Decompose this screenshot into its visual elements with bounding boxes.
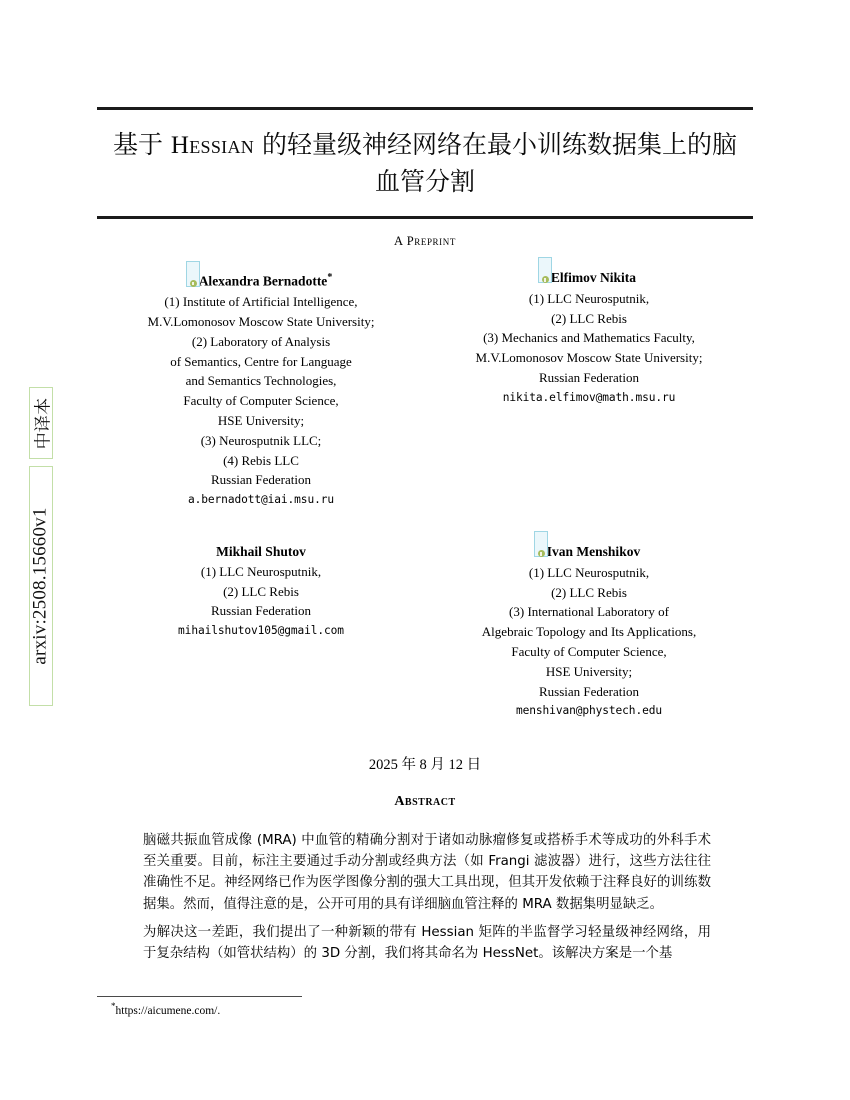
affiliation-line: Faculty of Computer Science,	[511, 644, 667, 660]
author-row	[97, 268, 753, 510]
footnote	[111, 1001, 511, 1017]
affiliation-line: Russian Federation	[210, 603, 311, 619]
author-name-line	[97, 268, 425, 292]
affiliation-line: (3) International Laboratory of	[509, 604, 669, 620]
abstract-paragraph: 脑磁共振血管成像 (MRA) 中血管的精确分割对于诸如动脉瘤修复或搭桥手术等成功的外科手术至关重要。目前，标注主要通过手动分割或经典方法（如 Frangi 滤波器）进行，这些方法往往准确性不足。神经网络已作为医学图像分割的强大工具出现，但其开发依赖于注释良好的训练数据集。然而，值得注意的是，公开可用的具有详细脑血管注释的 MRA 数据集明显缺乏。	[143, 833, 711, 912]
affiliation-line: (4) Rebis LLC	[223, 452, 299, 468]
footnote-marker: *	[111, 1001, 116, 1011]
author-footnote-marker[interactable]: *	[327, 272, 333, 283]
affiliation-line: Russian Federation	[538, 683, 639, 699]
author-name-line	[425, 542, 753, 563]
author-name	[216, 542, 306, 562]
affiliation-line: (3) Mechanics and Mathematics Faculty,	[483, 330, 695, 346]
author-name	[538, 542, 640, 563]
author-name-text: Ivan Menshikov	[546, 544, 641, 560]
title-prefix: 基于	[112, 130, 171, 159]
author-email[interactable]: mihailshutov105@gmail.com	[178, 624, 344, 638]
abstract-paragraph: 为解决这一差距，我们提出了一种新颖的带有 Hessian 矩阵的半监督学习轻量级神经网络，用于复杂结构（如管状结构）的 3D 分割，我们将其命名为 HessNet。该解决方案是一个基	[143, 924, 711, 962]
author-block-0	[97, 268, 425, 510]
footnote-separator	[97, 996, 302, 997]
affiliation-line: (1) Institute of Artificial Intelligence,	[164, 294, 358, 310]
author-name-line	[425, 268, 753, 289]
author-block-2	[97, 542, 425, 721]
author-name-text: Alexandra Bernadotte	[198, 273, 328, 289]
translated-version-label: 中译本	[33, 397, 54, 449]
affiliation-line: and Semantics Technologies,	[185, 373, 337, 389]
affiliation-line: of Semantics, Centre for Language	[170, 353, 352, 369]
author-name-text: Elfimov Nikita	[550, 270, 637, 285]
affiliation-line: (3) Neurosputnik LLC;	[200, 432, 322, 448]
affiliation-line: Russian Federation	[210, 472, 311, 488]
author-block-1	[425, 268, 753, 510]
affiliation-line: (2) LLC Rebis	[223, 583, 299, 599]
author-name-text: Mikhail Shutov	[216, 544, 306, 560]
orcid-icon-wrap[interactable]	[190, 273, 199, 293]
affiliation-line: Algebraic Topology and Its Applications,	[481, 624, 697, 640]
footnote-text[interactable]: https://aicumene.com/.	[115, 1004, 221, 1017]
title-suffix: 的轻量级神经网络在最小训练数据集上的脑血管分割	[254, 130, 738, 196]
orcid-icon[interactable]	[190, 280, 197, 287]
author-row	[97, 542, 753, 721]
preprint-label: A Preprint	[394, 234, 456, 248]
title-smallcaps: Hessian	[170, 132, 255, 159]
affiliation-line: HSE University;	[545, 663, 633, 679]
affiliation-line: M.V.Lomonosov Moscow State University;	[475, 350, 703, 366]
orcid-icon-wrap[interactable]	[538, 543, 547, 563]
affiliation-line: (1) LLC Neurosputnik,	[528, 290, 650, 306]
page-title	[105, 127, 745, 200]
title-rule-bottom	[97, 216, 753, 219]
affiliation-line: Faculty of Computer Science,	[183, 393, 339, 409]
affiliation-line: (2) LLC Rebis	[551, 584, 627, 600]
author-email[interactable]: a.bernadott@iai.msu.ru	[188, 493, 334, 507]
abstract-body	[143, 830, 711, 971]
author-name	[190, 268, 333, 292]
affiliation-line: (1) LLC Neurosputnik,	[200, 563, 322, 579]
author-email[interactable]: nikita.elfimov@math.msu.ru	[502, 390, 676, 404]
author-name	[542, 268, 636, 289]
arxiv-id-stamp[interactable]	[29, 466, 53, 706]
author-list	[97, 268, 753, 721]
arxiv-id-label: arxiv:2508.15660v1	[30, 507, 52, 665]
author-block-3	[425, 542, 753, 721]
translated-version-stamp	[29, 387, 53, 459]
publication-date: 2025 年 8 月 12 日	[368, 757, 482, 773]
abstract-heading: Abstract	[394, 794, 456, 809]
author-name-line	[97, 542, 425, 562]
affiliation-line: (2) Laboratory of Analysis	[191, 333, 331, 349]
affiliation-line: (1) LLC Neurosputnik,	[528, 564, 650, 580]
title-rule-top	[97, 107, 753, 110]
affiliation-line: (2) LLC Rebis	[551, 310, 627, 326]
affiliation-line: M.V.Lomonosov Moscow State University;	[147, 314, 375, 330]
arxiv-margin-stamp	[0, 0, 95, 1100]
paper-page	[97, 0, 753, 1100]
affiliation-line: HSE University;	[217, 413, 305, 429]
author-email[interactable]: menshivan@phystech.edu	[516, 704, 662, 718]
orcid-icon-wrap[interactable]	[542, 269, 551, 289]
affiliation-line: Russian Federation	[538, 369, 639, 385]
